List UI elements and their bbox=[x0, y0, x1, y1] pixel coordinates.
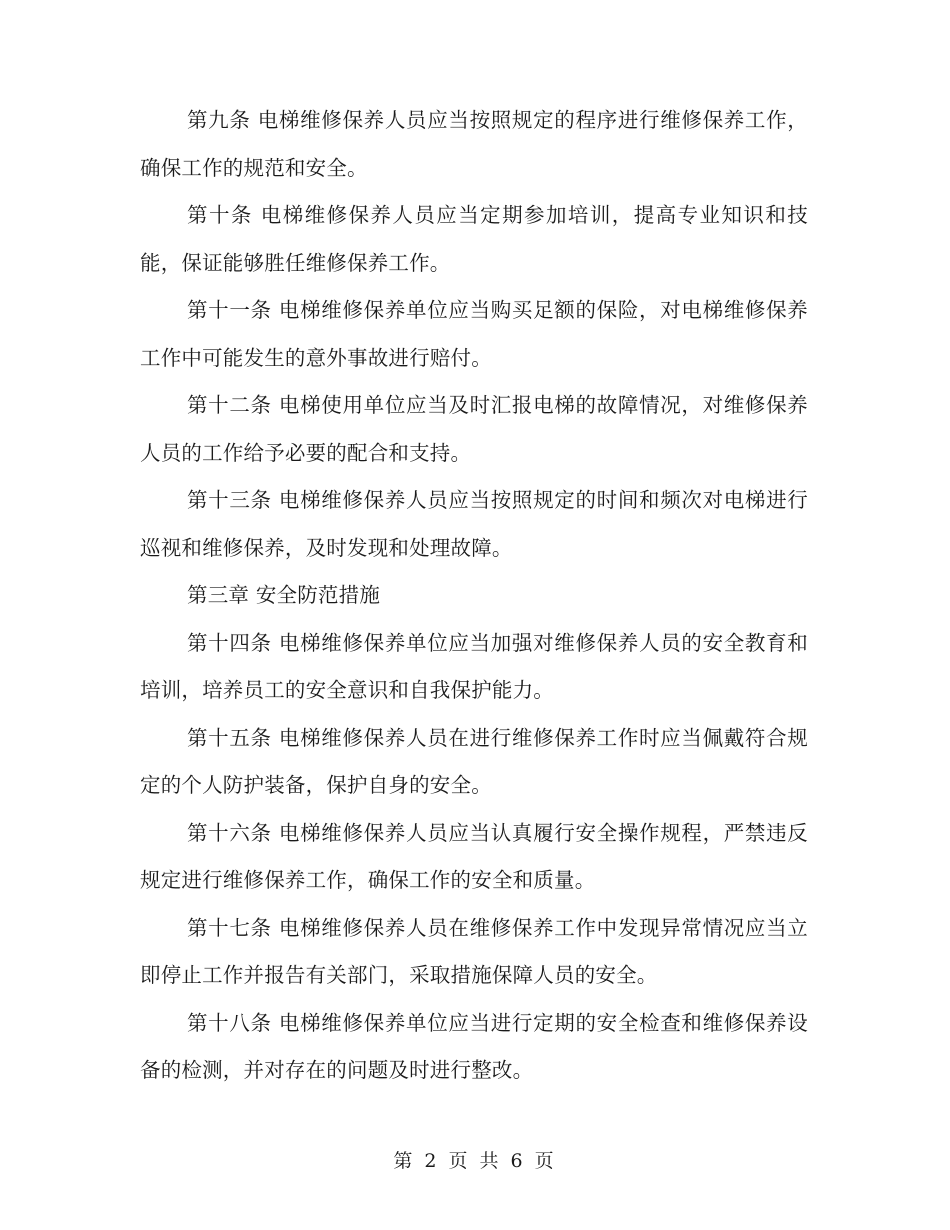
article-11: 第十一条 电梯维修保养单位应当购买足额的保险，对电梯维修保养工作中可能发生的意外事故进行赔付。 bbox=[140, 298, 808, 370]
article-13: 第十三条 电梯维修保养人员应当按照规定的时间和频次对电梯进行巡视和维修保养，及时发现和处理故障。 bbox=[140, 488, 808, 560]
document-body bbox=[140, 97, 808, 1095]
article-9: 第九条 电梯维修保养人员应当按照规定的程序进行维修保养工作，确保工作的规范和安全。 bbox=[140, 108, 808, 180]
page-number-footer: 第 2 页 共 6 页 bbox=[393, 1150, 557, 1172]
article-12: 第十二条 电梯使用单位应当及时汇报电梯的故障情况，对维修保养人员的工作给予必要的配合和支持。 bbox=[140, 393, 808, 465]
article-10: 第十条 电梯维修保养人员应当定期参加培训，提高专业知识和技能，保证能够胜任维修保养工作。 bbox=[140, 203, 808, 275]
article-16: 第十六条 电梯维修保养人员应当认真履行安全操作规程，严禁违反规定进行维修保养工作，确保工作的安全和质量。 bbox=[140, 820, 808, 892]
article-14: 第十四条 电梯维修保养单位应当加强对维修保养人员的安全教育和培训，培养员工的安全意识和自我保护能力。 bbox=[140, 630, 808, 702]
article-17: 第十七条 电梯维修保养人员在维修保养工作中发现异常情况应当立即停止工作并报告有关部门，采取措施保障人员的安全。 bbox=[140, 915, 808, 987]
chapter-heading: 第三章 安全防范措施 bbox=[187, 583, 381, 607]
article-15: 第十五条 电梯维修保养人员在进行维修保养工作时应当佩戴符合规定的个人防护装备，保护自身的安全。 bbox=[140, 725, 808, 797]
article-18: 第十八条 电梯维修保养单位应当进行定期的安全检查和维修保养设备的检测，并对存在的问题及时进行整改。 bbox=[140, 1010, 808, 1082]
